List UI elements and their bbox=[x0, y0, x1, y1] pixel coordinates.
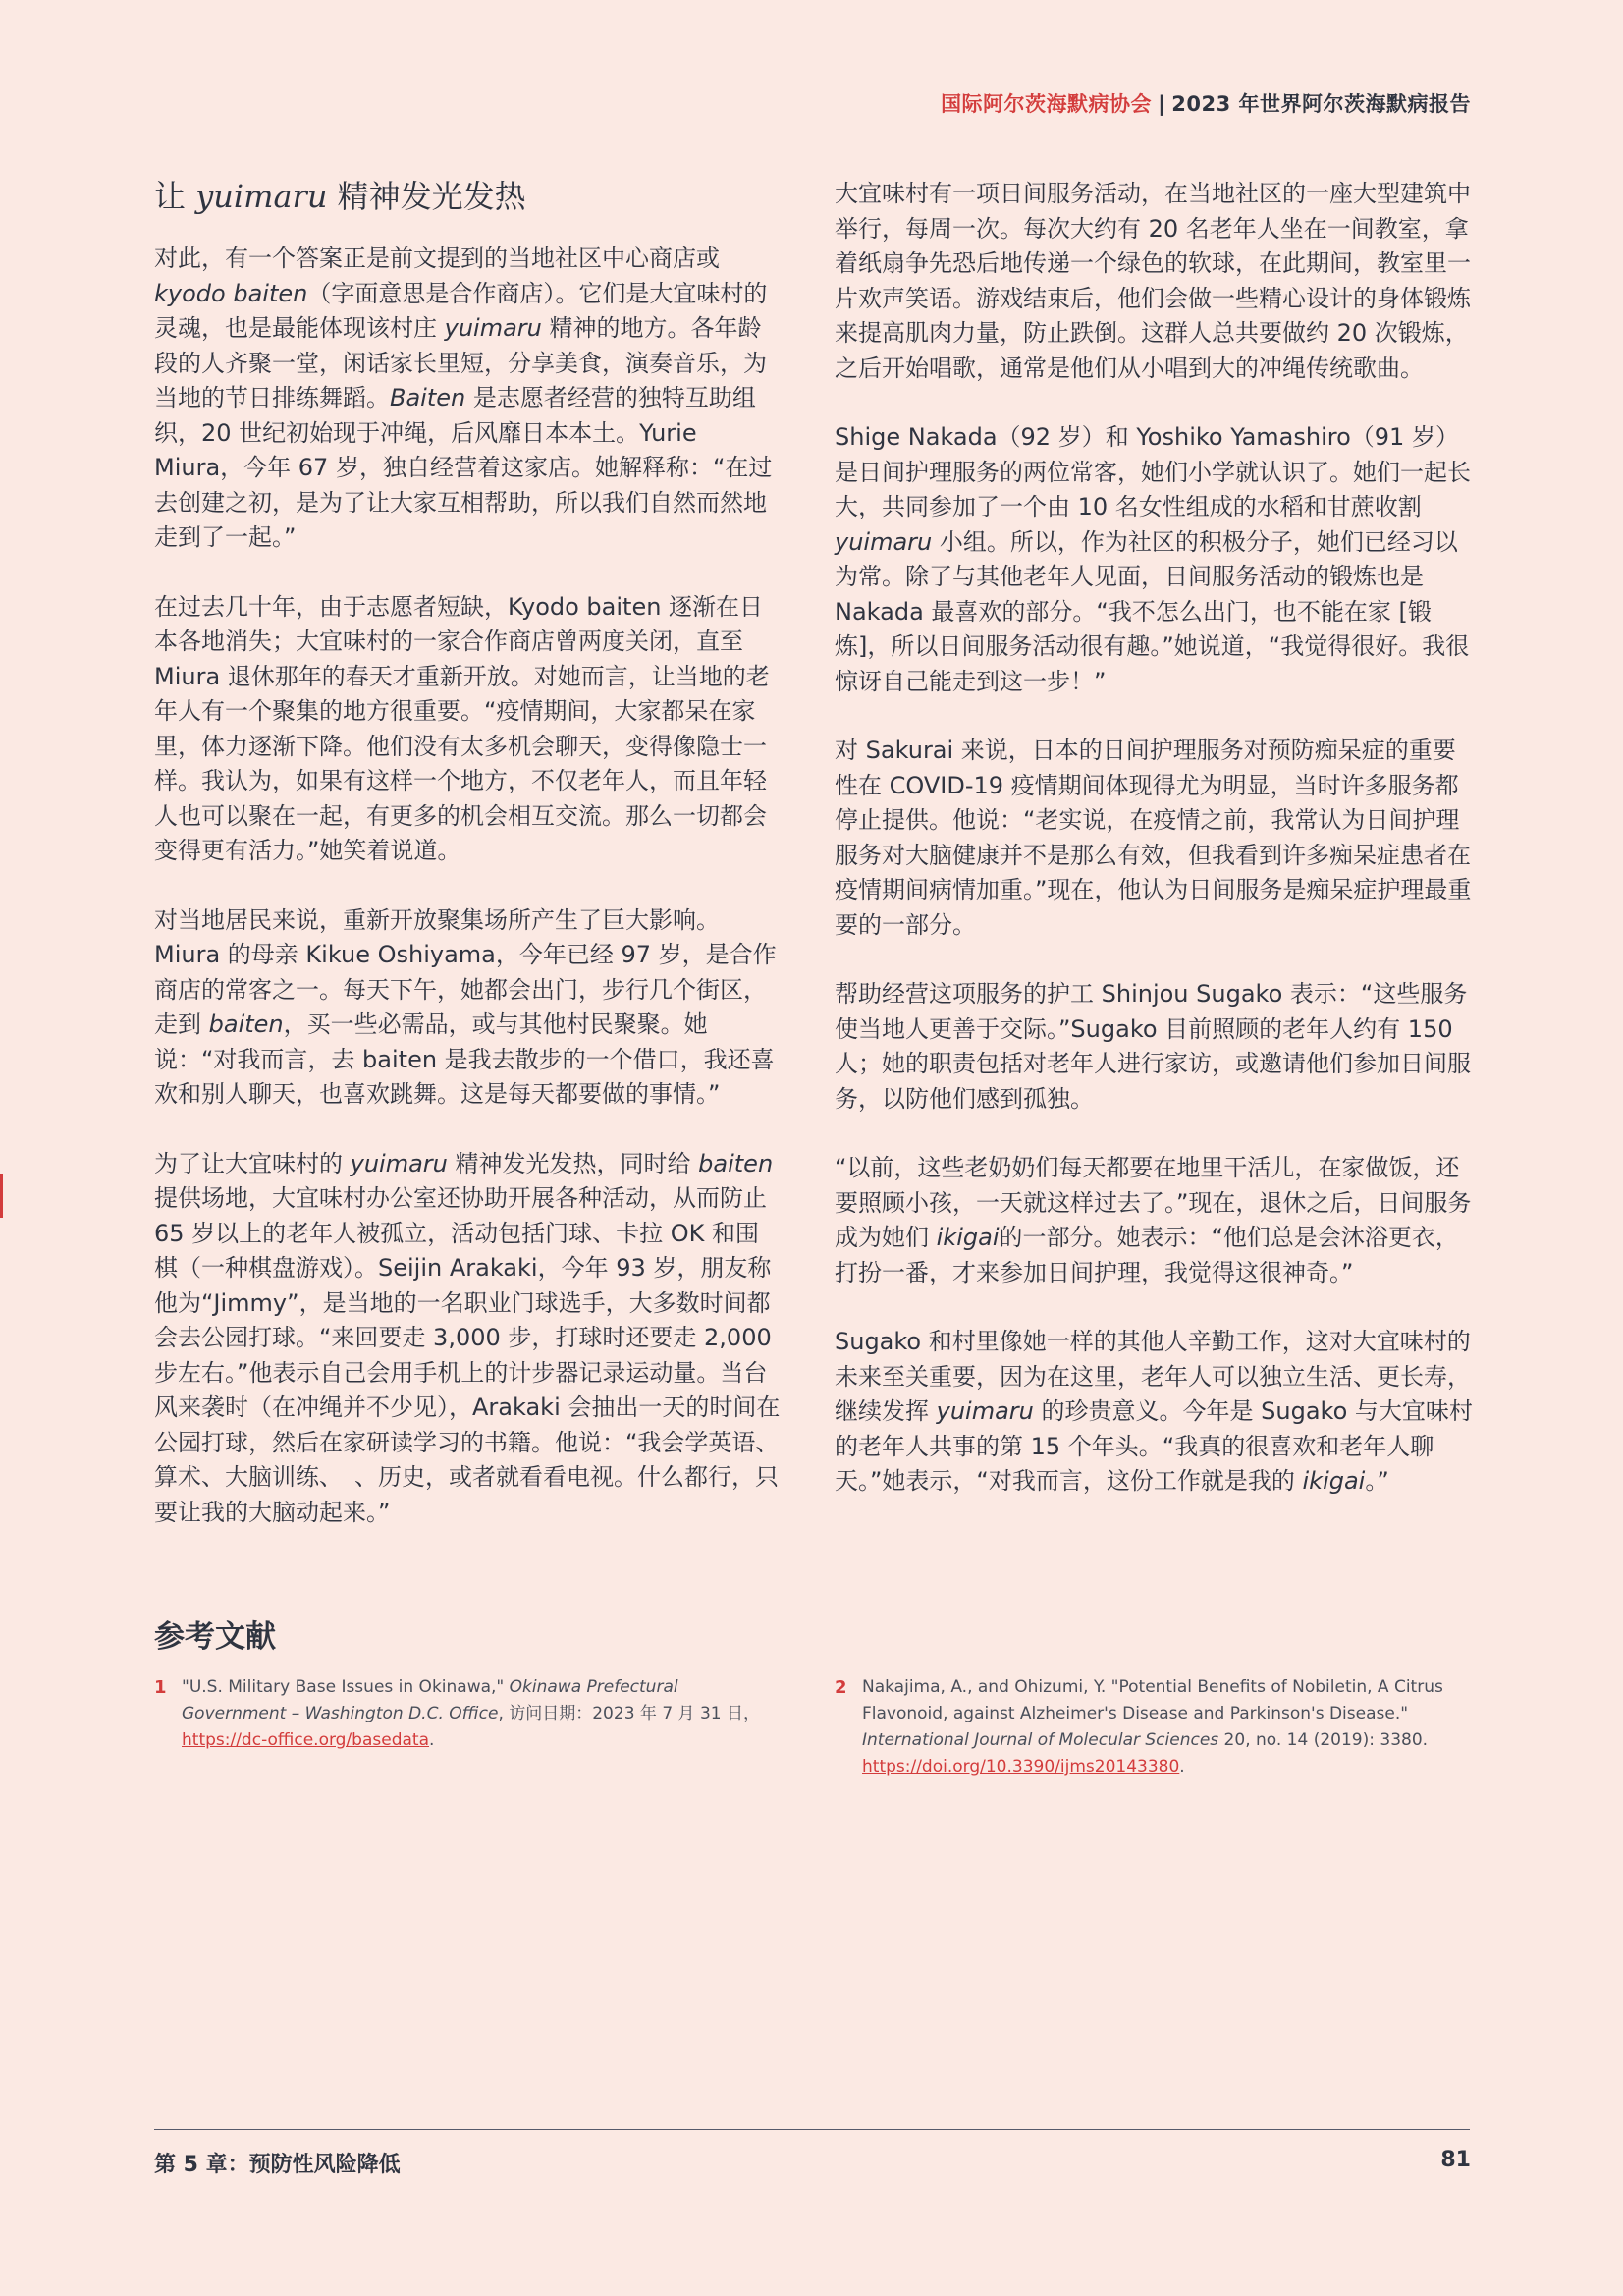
reference-item bbox=[835, 1674, 1473, 1780]
reference-number: 1 bbox=[154, 1677, 167, 1698]
reference-item bbox=[154, 1674, 783, 1754]
section-title bbox=[154, 177, 783, 216]
paragraph-right-3: 对 Sakurai 来说，日本的日间护理服务对预防痴呆症的重要性在 COVID-19 疫情期间体现得尤为明显，当时许多服务都停止提供。他说：“老实说，在疫情之前，我常认为日间护理服务对大脑健康并不是那么有效，但我看到许多痴呆症患者在疫情期间病情加重。”现在，他认为日间服务是痴呆症护理最重要的一部分。 bbox=[835, 737, 1472, 939]
header-separator: | bbox=[1158, 92, 1166, 116]
header-report-title: 2023 年世界阿尔茨海默病报告 bbox=[1171, 92, 1471, 116]
footer-divider bbox=[154, 2129, 1470, 2130]
paragraph-left-3: 对当地居民来说，重新开放聚集场所产生了巨大影响。Miura 的母亲 Kikue Oshiyama，今年已经 97 岁，是合作商店的常客之一。每天下午，她都会出门，步行几个街区，走到 baiten，买一些必需品，或与其他村民聚聚。她说：“对我而言，去 baiten 是我去散步的一个借口，我还喜欢和别人聊天，也喜欢跳舞。这是每天都要做的事情。” bbox=[154, 905, 777, 1108]
paragraph-right-5: “以前，这些老奶奶们每天都要在地里干活儿，在家做饭，还要照顾小孩，一天就这样过去了。”现在，退休之后，日间服务成为她们 ikigai的一部分。她表示：“他们总是会沐浴更衣，打扮一番，才来参加日间护理，我觉得这很神奇。” bbox=[835, 1154, 1472, 1286]
paragraph-left-1: 对此，有一个答案正是前文提到的当地社区中心商店或 kyodo baiten（字面意思是合作商店）。它们是大宜味村的灵魂，也是最能体现该村庄 yuimaru 精神的地方。各年龄段的人齐聚一堂，闲话家长里短，分享美食，演奏音乐，为当地的节日排练舞蹈。Baiten 是志愿者经营的独特互助组织，20 世纪初始现于冲绳，后风靡日本本土。Yurie Miura，今年 67 岁，独自经营着这家店。她解释称：“在过去创建之初，是为了让大家互相帮助，所以我们自然而然地走到了一起。” bbox=[154, 245, 773, 551]
reference-number: 2 bbox=[835, 1677, 847, 1698]
page-header bbox=[941, 88, 1471, 118]
page-number: 81 bbox=[1440, 2148, 1471, 2172]
footer-chapter: 第 5 章：预防性风险降低 bbox=[154, 2153, 401, 2177]
right-column bbox=[835, 177, 1473, 1534]
paragraph-left-4: 为了让大宜味村的 yuimaru 精神发光发热，同时给 baiten 提供场地，大宜味村办公室还协助开展各种活动，从而防止 65 岁以上的老年人被孤立，活动包括门球、卡拉 OK 和围棋（一种棋盘游戏）。Seijin Arakaki，今年 93 岁，朋友称他为“Jimmy”，是当地的一名职业门球选手，大多数时间都会去公园打球。“来回要走 3,000 步，打球时还要走 2,000 步左右。”他表示自己会用手机上的计步器记录运动量。当台风来袭时（在冲绳并不少见），Arakaki 会抽出一天的时间在公园打球，然后在家研读学习的书籍。他说：“我会学英语、算术、大脑训练、 、历史，或者就看看电视。什么都行，只要让我的大脑动起来。” bbox=[154, 1149, 781, 1526]
paragraph-right-4: 帮助经营这项服务的护工 Shinjou Sugako 表示：“这些服务使当地人更善于交际。”Sugako 目前照顾的老年人约有 150 人；她的职责包括对老年人进行家访，或邀请他们参加日间服务，以防他们感到孤独。 bbox=[835, 980, 1471, 1113]
paragraph-right-6: Sugako 和村里像她一样的其他人辛勤工作，这对大宜味村的未来至关重要，因为在这里，老年人可以独立生活、更长寿，继续发挥 yuimaru 的珍贵意义。今年是 Sugako 与大宜味村的老年人共事的第 15 个年头。“我真的很喜欢和老年人聊天。”她表示，“对我而言，这份工作就是我的 ikigai。” bbox=[835, 1328, 1473, 1495]
reference-link[interactable]: https://dc-office.org/basedata bbox=[182, 1730, 429, 1750]
references-heading: 参考文献 bbox=[154, 1619, 276, 1655]
title-prefix: 让 bbox=[154, 178, 196, 215]
paragraph-left-2: 在过去几十年，由于志愿者短缺，Kyodo baiten 逐渐在日本各地消失；大宜味村的一家合作商店曾两度关闭，直至 Miura 退休那年的春天才重新开放。对她而言，让当地的老年人有一个聚集的地方很重要。“疫情期间，大家都呆在家里，体力逐渐下降。他们没有太多机会聊天，变得像隐士一样。我认为，如果有这样一个地方，不仅老年人，而且年轻人也可以聚在一起，有更多的机会相互交流。那么一切都会变得更有活力。”她笑着说道。 bbox=[154, 592, 770, 864]
reference-text: Nakajima, A., and Ohizumi, Y. "Potential Benefits of Nobiletin, A Citrus Flavonoid, against Alzheimer's Disease and Parkinson's Disease." International Journal of Molecular Sciences 20, no. 14 (2019): 3380. https://doi.org/10.3390/ijms20143380. bbox=[862, 1677, 1443, 1777]
header-org: 国际阿尔茨海默病协会 bbox=[941, 92, 1153, 116]
title-italic: yuimaru bbox=[195, 178, 328, 215]
left-column bbox=[154, 177, 783, 1564]
paragraph-right-1: 大宜味村有一项日间服务活动，在当地社区的一座大型建筑中举行，每周一次。每次大约有 20 名老年人坐在一间教室，拿着纸扇争先恐后地传递一个绿色的软球，在此期间，教室里一片欢声笑语。游戏结束后，他们会做一些精心设计的身体锻炼来提高肌肉力量，防止跌倒。这群人总共要做约 20 次锻炼，之后开始唱歌，通常是他们从小唱到大的冲绳传统歌曲。 bbox=[835, 180, 1471, 382]
margin-marker bbox=[0, 1174, 3, 1218]
reference-link[interactable]: https://doi.org/10.3390/ijms20143380 bbox=[862, 1757, 1180, 1777]
paragraph-right-2: Shige Nakada（92 岁）和 Yoshiko Yamashiro（91 岁）是日间护理服务的两位常客，她们小学就认识了。她们一起长大，共同参加了一个由 10 名女性组成的水稻和甘蔗收割 yuimaru 小组。所以，作为社区的积极分子，她们已经习以为常。除了与其他老年人见面，日间服务活动的锻炼也是 Nakada 最喜欢的部分。“我不怎么出门，也不能在家 [锻炼]，所以日间服务活动很有趣。”她说道，“我觉得很好。我很惊讶自己能走到这一步！” bbox=[835, 423, 1471, 695]
reference-text: "U.S. Military Base Issues in Okinawa," Okinawa Prefectural Government – Washington D.C. Office, 访问日期：2023 年 7 月 31 日，https://dc-office.org/basedata. bbox=[182, 1677, 760, 1750]
title-suffix: 精神发光发热 bbox=[327, 178, 526, 215]
